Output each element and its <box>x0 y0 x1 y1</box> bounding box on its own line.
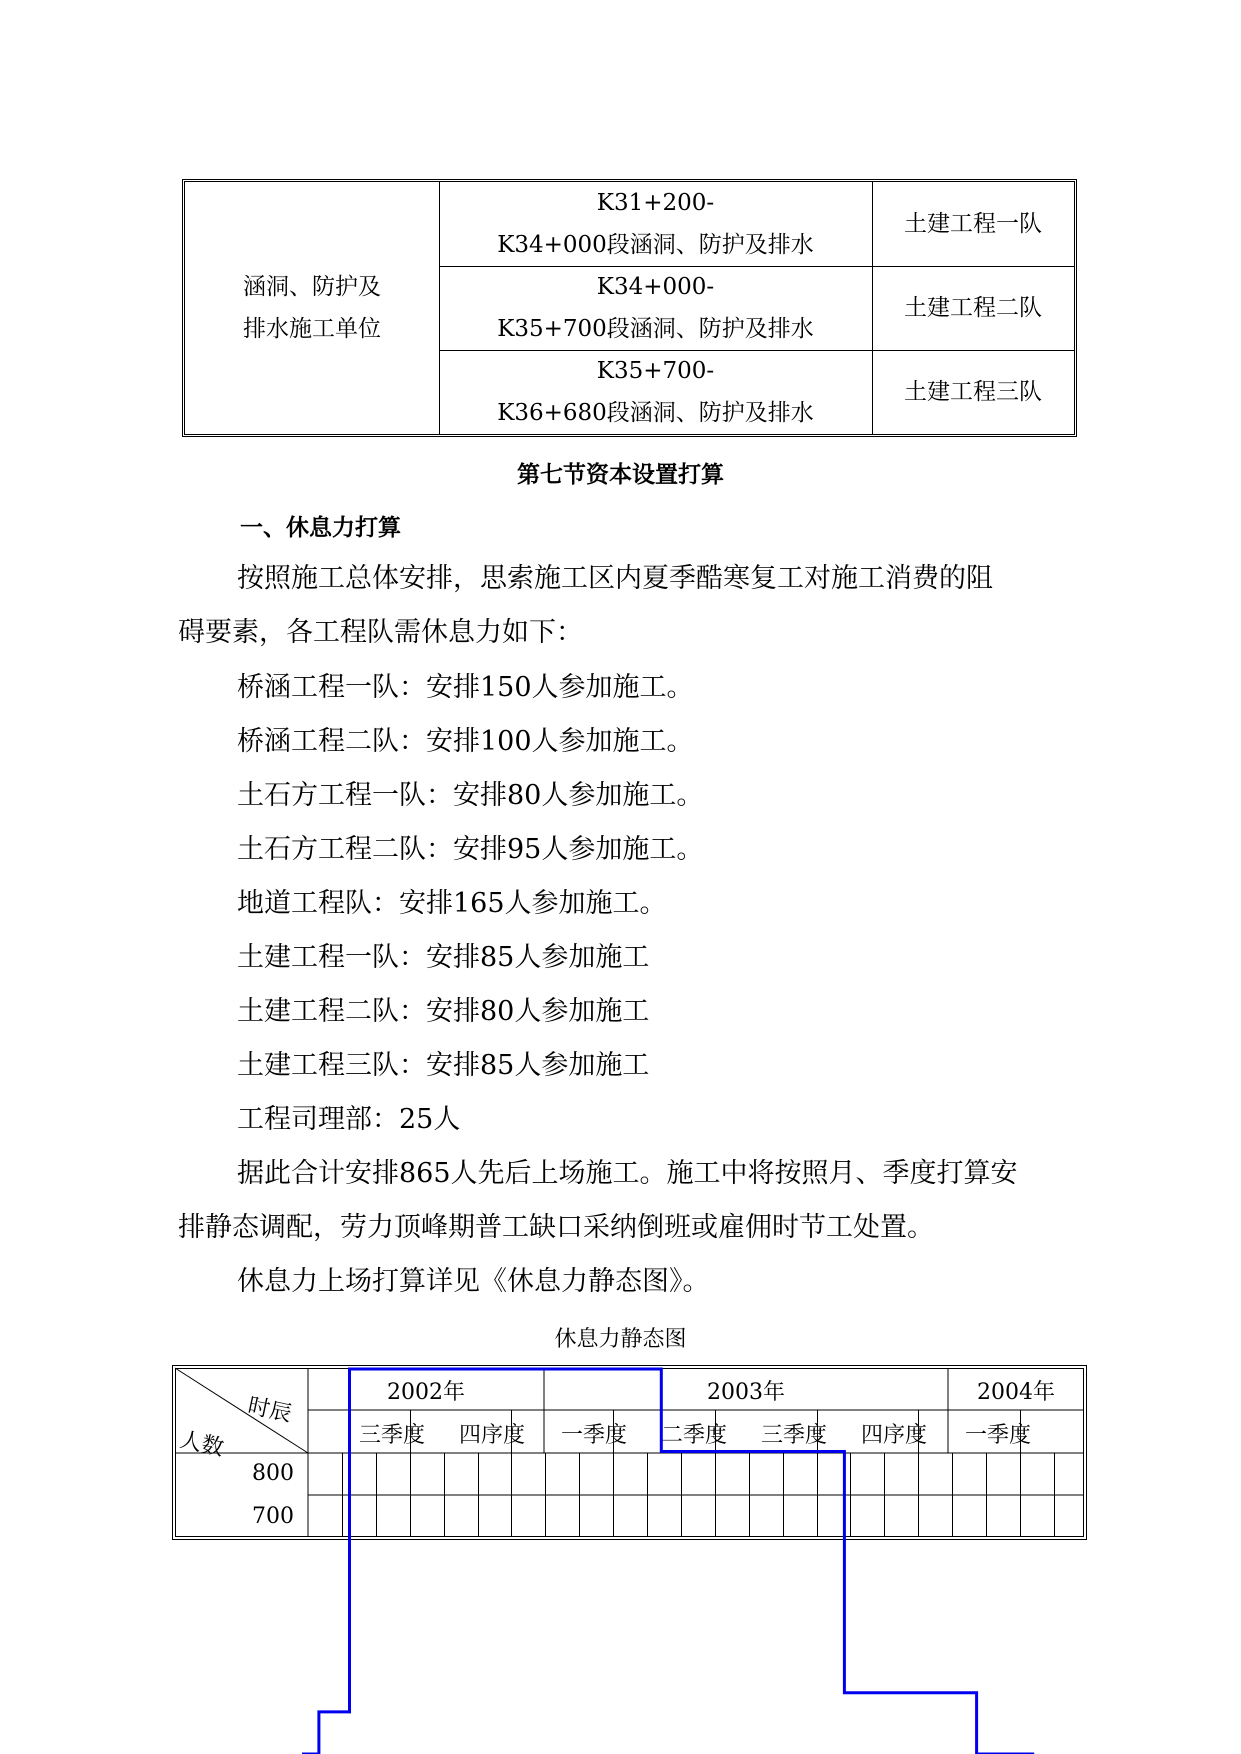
team-cell: 土建工程一队 <box>904 211 1042 237</box>
section-range: K34+000- <box>596 274 715 300</box>
intro-line: 碍要素，各工程队需休息力如下： <box>178 617 583 648</box>
section-range: K35+700- <box>596 358 715 384</box>
y-axis-label: 700 <box>252 1504 294 1529</box>
team-item: 土建工程三队：安排85人参加施工 <box>237 1050 650 1081</box>
quarter-label: 四序度 <box>860 1423 927 1448</box>
year-label: 2004年 <box>977 1380 1055 1405</box>
unit-label-line: 排水施工单位 <box>243 316 381 342</box>
subsection-title: 一、休息力打算 <box>240 515 401 541</box>
team-cell: 土建工程三队 <box>904 379 1042 405</box>
section-cell <box>439 182 872 266</box>
quarter-label: 一季度 <box>964 1423 1031 1448</box>
quarter-label: 四序度 <box>458 1423 525 1448</box>
year-label: 2003年 <box>707 1380 785 1405</box>
team-item: 工程司理部：25人 <box>237 1104 461 1135</box>
summary-line: 排静态调配，劳力顶峰期普工缺口采纳倒班或雇佣时节工处置。 <box>178 1212 934 1243</box>
quarter-label: 三季度 <box>358 1423 425 1448</box>
team-item: 地道工程队：安排165人参加施工。 <box>237 888 667 919</box>
corner-label-time: 时辰 <box>245 1393 294 1428</box>
labour-chart <box>172 1365 1087 1540</box>
section-cell <box>439 350 872 434</box>
team-item: 桥涵工程二队：安排100人参加施工。 <box>237 726 694 757</box>
team-item: 土石方工程一队：安排80人参加施工。 <box>237 780 704 811</box>
chart-caption: 休息力静态图 <box>554 1327 687 1352</box>
section-desc: K35+700段涵洞、防护及排水 <box>497 316 814 342</box>
assignment-table <box>182 179 1077 437</box>
team-item: 土石方工程二队：安排95人参加施工。 <box>237 834 704 865</box>
section-title: 第七节资本设置打算 <box>517 462 724 488</box>
section-desc: K36+680段涵洞、防护及排水 <box>497 400 814 426</box>
chart-reference: 休息力上场打算详见《休息力静态图》。 <box>237 1266 710 1297</box>
unit-label-cell <box>185 182 439 434</box>
section-desc: K34+000段涵洞、防护及排水 <box>497 232 814 258</box>
y-axis-label: 800 <box>252 1461 294 1486</box>
section-cell <box>439 266 872 350</box>
quarter-label: 一季度 <box>560 1423 627 1448</box>
year-label: 2002年 <box>387 1380 465 1405</box>
quarter-label: 三季度 <box>760 1423 827 1448</box>
section-range: K31+200- <box>596 190 715 216</box>
unit-label-line: 涵洞、防护及 <box>243 274 381 300</box>
summary-line: 据此合计安排865人先后上场施工。施工中将按照月、季度打算安 <box>237 1158 1018 1189</box>
team-item: 桥涵工程一队：安排150人参加施工。 <box>237 672 694 703</box>
team-cell: 土建工程二队 <box>904 295 1042 321</box>
corner-label-people: 人数 <box>177 1427 226 1462</box>
quarter-label: 二季度 <box>660 1423 727 1448</box>
intro-line: 按照施工总体安排，思索施工区内夏季酷寒复工对施工消费的阻 <box>237 563 993 594</box>
team-item: 土建工程一队：安排85人参加施工 <box>237 942 650 973</box>
team-item: 土建工程二队：安排80人参加施工 <box>237 996 650 1027</box>
